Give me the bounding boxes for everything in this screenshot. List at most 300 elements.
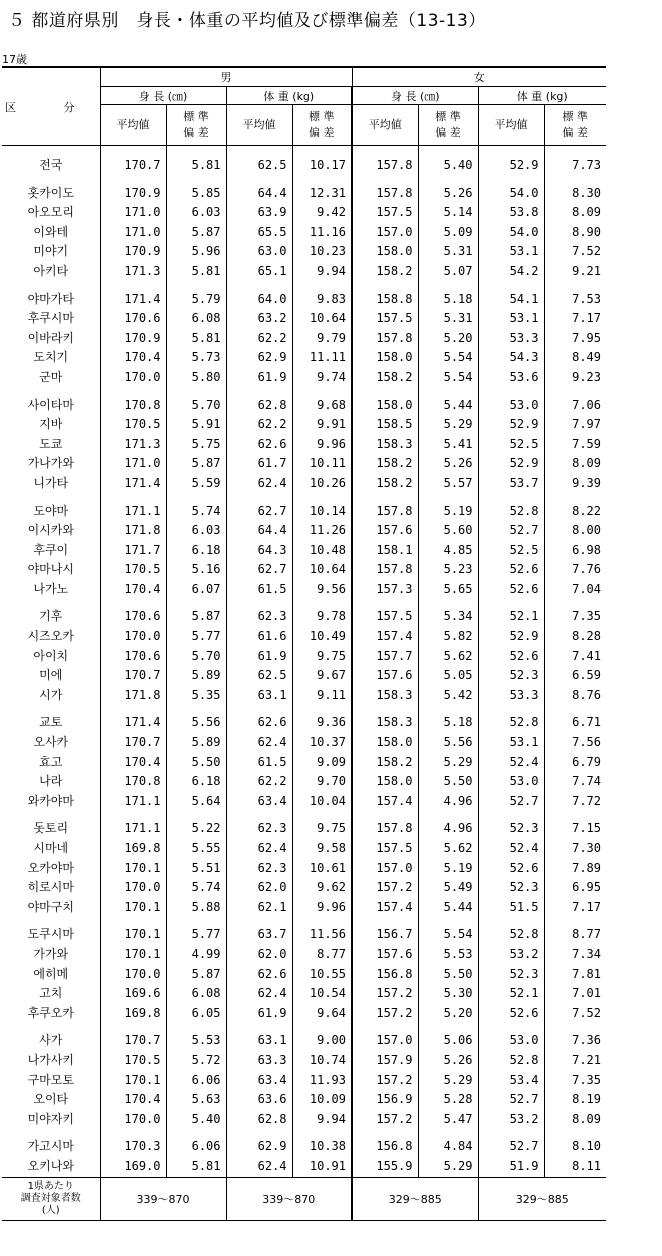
female-weight-mean-cell: 53.4 xyxy=(478,1071,544,1091)
male-height-mean-cell: 170.7 xyxy=(100,733,166,753)
male-height-std-cell: 5.89 xyxy=(166,733,226,753)
female-height-std-cell: 5.50 xyxy=(418,772,478,792)
male-height-mean-cell: 170.0 xyxy=(100,368,166,388)
female-weight-std-cell: 8.28 xyxy=(544,627,606,647)
region-name: 지바 xyxy=(39,417,63,432)
region-name: 사가 xyxy=(39,1033,63,1048)
female-weight-mean-cell: 52.1 xyxy=(478,599,544,627)
female-weight-std-cell: 6.95 xyxy=(544,878,606,898)
female-weight-std-cell: 8.11 xyxy=(544,1157,606,1177)
female-weight-mean-cell: 53.1 xyxy=(478,309,544,329)
region-header: 区 分 xyxy=(2,67,100,146)
female-height-std-cell: 4.96 xyxy=(418,792,478,812)
female-weight-mean-cell: 51.9 xyxy=(478,1157,544,1177)
female-weight-mean-cell: 52.3 xyxy=(478,965,544,985)
table-row xyxy=(2,686,606,706)
female-weight-std-cell: 8.00 xyxy=(544,521,606,541)
female-weight-std-cell: 7.76 xyxy=(544,560,606,580)
female-height-std-cell: 5.62 xyxy=(418,647,478,667)
male-weight-mean-cell: 62.2 xyxy=(226,329,292,349)
male-weight-mean-cell: 62.1 xyxy=(226,898,292,918)
region-name: 후쿠이 xyxy=(33,542,69,557)
male-height-std-cell: 6.18 xyxy=(166,541,226,561)
female-weight-std-cell: 8.76 xyxy=(544,686,606,706)
male-weight-std-cell: 9.09 xyxy=(292,753,352,773)
male-height-std-cell: 5.81 xyxy=(166,146,226,176)
table-row xyxy=(2,1110,606,1130)
table-row xyxy=(2,705,606,733)
male-weight-std-cell: 10.09 xyxy=(292,1090,352,1110)
male-height-std-cell: 5.35 xyxy=(166,686,226,706)
region-name: 이시카와 xyxy=(27,523,74,538)
female-height-std-cell: 5.40 xyxy=(418,146,478,176)
female-height-mean-cell: 158.0 xyxy=(352,772,418,792)
male-height-mean-cell: 170.4 xyxy=(100,1090,166,1110)
female-height-mean-cell: 158.3 xyxy=(352,435,418,455)
male-weight-mean-cell: 62.3 xyxy=(226,859,292,879)
female-weight-std-cell: 8.30 xyxy=(544,176,606,204)
female-height-std-cell: 5.50 xyxy=(418,965,478,985)
female-weight-std-cell: 9.21 xyxy=(544,262,606,282)
male-weight-std-cell: 9.96 xyxy=(292,435,352,455)
table-row xyxy=(2,792,606,812)
female-weight-mean-cell: 54.3 xyxy=(478,348,544,368)
female-weight-std-cell: 8.22 xyxy=(544,494,606,522)
female-height-std-cell: 5.31 xyxy=(418,242,478,262)
male-height-std-cell: 5.51 xyxy=(166,859,226,879)
female-height-std-cell: 5.31 xyxy=(418,309,478,329)
female-height-std-cell: 5.29 xyxy=(418,1071,478,1091)
male-height-std-cell: 5.81 xyxy=(166,329,226,349)
female-weight-mean-cell: 52.9 xyxy=(478,454,544,474)
male-height-mean-cell: 170.9 xyxy=(100,329,166,349)
female-height-mean-cell: 157.8 xyxy=(352,329,418,349)
table-row xyxy=(2,666,606,686)
female-height-mean-cell: 156.8 xyxy=(352,965,418,985)
male-weight-std-cell: 9.75 xyxy=(292,811,352,839)
male-weight-std-cell: 9.00 xyxy=(292,1023,352,1051)
female-height-mean-cell: 156.7 xyxy=(352,917,418,945)
male-weight-std-cell: 9.96 xyxy=(292,898,352,918)
region-name: 도야마 xyxy=(33,503,69,518)
male-weight-std-cell: 11.26 xyxy=(292,521,352,541)
region-name: 가가와 xyxy=(33,946,69,961)
male-weight-mean-cell: 63.4 xyxy=(226,792,292,812)
female-height-std-cell: 5.44 xyxy=(418,388,478,416)
female-height-mean-cell: 157.4 xyxy=(352,792,418,812)
sample-size-female-height: 329～885 xyxy=(352,1177,478,1220)
male-weight-mean-cell: 65.5 xyxy=(226,223,292,243)
female-height-std-cell: 4.96 xyxy=(418,811,478,839)
male-weight-mean-cell: 64.4 xyxy=(226,521,292,541)
male-height-mean-cell: 170.9 xyxy=(100,176,166,204)
female-height-mean-cell: 156.9 xyxy=(352,1090,418,1110)
male-weight-mean-cell: 61.5 xyxy=(226,580,292,600)
male-header: 男 xyxy=(100,67,352,87)
female-weight-std-cell: 8.49 xyxy=(544,348,606,368)
region-name: 미에 xyxy=(39,668,63,683)
female-height-std-cell: 5.56 xyxy=(418,733,478,753)
male-weight-mean-cell: 62.6 xyxy=(226,705,292,733)
female-weight-header: 体 重 (kg) xyxy=(478,87,606,105)
male-weight-std-cell: 8.77 xyxy=(292,945,352,965)
female-height-std-cell: 5.41 xyxy=(418,435,478,455)
table-row xyxy=(2,494,606,522)
male-weight-std-cell: 10.49 xyxy=(292,627,352,647)
table-row xyxy=(2,859,606,879)
table-row xyxy=(2,1090,606,1110)
female-height-std-cell: 5.29 xyxy=(418,753,478,773)
male-weight-std-cell: 10.48 xyxy=(292,541,352,561)
mean-header: 平均値 xyxy=(226,105,292,146)
male-weight-std-cell: 9.42 xyxy=(292,203,352,223)
male-height-mean-cell: 170.0 xyxy=(100,965,166,985)
female-height-mean-cell: 157.0 xyxy=(352,223,418,243)
male-weight-mean-cell: 62.3 xyxy=(226,811,292,839)
female-height-mean-cell: 158.5 xyxy=(352,415,418,435)
male-weight-mean-cell: 62.4 xyxy=(226,984,292,1004)
table-row xyxy=(2,945,606,965)
male-height-mean-cell: 170.0 xyxy=(100,627,166,647)
region-name: 기후 xyxy=(39,609,63,624)
female-height-std-cell: 4.85 xyxy=(418,541,478,561)
male-weight-mean-cell: 62.5 xyxy=(226,666,292,686)
male-weight-mean-cell: 62.7 xyxy=(226,560,292,580)
female-weight-mean-cell: 52.7 xyxy=(478,521,544,541)
table-row xyxy=(2,262,606,282)
male-height-std-cell: 5.91 xyxy=(166,415,226,435)
male-weight-std-cell: 10.64 xyxy=(292,309,352,329)
male-weight-mean-cell: 63.0 xyxy=(226,242,292,262)
female-height-mean-cell: 157.2 xyxy=(352,1071,418,1091)
female-height-mean-cell: 158.1 xyxy=(352,541,418,561)
female-height-std-cell: 5.65 xyxy=(418,580,478,600)
stats-table xyxy=(2,66,606,1221)
std-header: 標 準 偏 差 xyxy=(544,105,606,146)
male-height-std-cell: 5.75 xyxy=(166,435,226,455)
female-weight-std-cell: 6.79 xyxy=(544,753,606,773)
male-height-mean-cell: 171.8 xyxy=(100,521,166,541)
female-height-std-cell: 5.34 xyxy=(418,599,478,627)
male-weight-mean-cell: 62.0 xyxy=(226,878,292,898)
region-name: 오키나와 xyxy=(27,1158,74,1173)
male-height-mean-cell: 171.0 xyxy=(100,223,166,243)
std-header: 標 準 偏 差 xyxy=(292,105,352,146)
region-name: 이와테 xyxy=(33,224,69,239)
table-row xyxy=(2,1071,606,1091)
female-weight-std-cell: 7.52 xyxy=(544,242,606,262)
female-weight-std-cell: 7.21 xyxy=(544,1051,606,1071)
table-row xyxy=(2,878,606,898)
female-weight-mean-cell: 52.5 xyxy=(478,435,544,455)
male-height-mean-cell: 170.5 xyxy=(100,415,166,435)
male-weight-std-cell: 9.68 xyxy=(292,388,352,416)
female-weight-mean-cell: 52.8 xyxy=(478,705,544,733)
table-row xyxy=(2,647,606,667)
male-height-mean-cell: 170.6 xyxy=(100,309,166,329)
male-weight-mean-cell: 62.2 xyxy=(226,415,292,435)
male-weight-std-cell: 10.23 xyxy=(292,242,352,262)
female-weight-std-cell: 8.90 xyxy=(544,223,606,243)
sample-size-male-height: 339～870 xyxy=(100,1177,226,1220)
table-row xyxy=(2,474,606,494)
female-height-mean-cell: 157.6 xyxy=(352,666,418,686)
table-row xyxy=(2,811,606,839)
female-weight-mean-cell: 52.3 xyxy=(478,811,544,839)
male-weight-std-cell: 9.75 xyxy=(292,647,352,667)
region-name: 야마가타 xyxy=(27,291,74,306)
region-name: 에히메 xyxy=(33,966,69,981)
table-row xyxy=(2,388,606,416)
male-weight-mean-cell: 62.5 xyxy=(226,146,292,176)
table-row xyxy=(2,521,606,541)
female-weight-std-cell: 7.95 xyxy=(544,329,606,349)
female-weight-std-cell: 7.59 xyxy=(544,435,606,455)
male-weight-std-cell: 9.94 xyxy=(292,1110,352,1130)
male-height-std-cell: 5.70 xyxy=(166,647,226,667)
male-weight-std-cell: 9.36 xyxy=(292,705,352,733)
male-weight-mean-cell: 62.8 xyxy=(226,1110,292,1130)
female-weight-std-cell: 7.73 xyxy=(544,146,606,176)
female-weight-std-cell: 8.09 xyxy=(544,454,606,474)
table-row xyxy=(2,348,606,368)
male-weight-std-cell: 10.17 xyxy=(292,146,352,176)
male-weight-std-cell: 10.04 xyxy=(292,792,352,812)
female-height-std-cell: 5.60 xyxy=(418,521,478,541)
female-weight-mean-cell: 53.8 xyxy=(478,203,544,223)
female-height-mean-cell: 157.6 xyxy=(352,521,418,541)
male-height-std-cell: 6.18 xyxy=(166,772,226,792)
region-name: 야마나시 xyxy=(27,562,74,577)
region-name: 아키타 xyxy=(33,263,69,278)
female-weight-mean-cell: 52.8 xyxy=(478,1051,544,1071)
male-weight-mean-cell: 64.0 xyxy=(226,282,292,310)
female-height-header: 身 長 (㎝) xyxy=(352,87,478,105)
male-weight-std-cell: 9.91 xyxy=(292,415,352,435)
male-height-std-cell: 5.79 xyxy=(166,282,226,310)
female-height-mean-cell: 157.2 xyxy=(352,878,418,898)
region-name: 히로시마 xyxy=(27,880,74,895)
male-weight-std-cell: 11.93 xyxy=(292,1071,352,1091)
region-name: 가고시마 xyxy=(27,1139,74,1154)
male-height-mean-cell: 171.4 xyxy=(100,705,166,733)
male-height-std-cell: 5.59 xyxy=(166,474,226,494)
male-height-std-cell: 5.55 xyxy=(166,839,226,859)
female-height-std-cell: 5.14 xyxy=(418,203,478,223)
female-weight-std-cell: 6.71 xyxy=(544,705,606,733)
male-weight-std-cell: 11.16 xyxy=(292,223,352,243)
male-weight-mean-cell: 63.1 xyxy=(226,686,292,706)
female-weight-mean-cell: 52.3 xyxy=(478,666,544,686)
male-height-mean-cell: 169.8 xyxy=(100,1004,166,1024)
male-height-std-cell: 5.56 xyxy=(166,705,226,733)
male-height-mean-cell: 171.7 xyxy=(100,541,166,561)
female-height-mean-cell: 157.2 xyxy=(352,984,418,1004)
male-weight-std-cell: 11.11 xyxy=(292,348,352,368)
male-height-mean-cell: 170.5 xyxy=(100,560,166,580)
male-weight-mean-cell: 62.6 xyxy=(226,435,292,455)
table-row xyxy=(2,1004,606,1024)
female-weight-std-cell: 7.97 xyxy=(544,415,606,435)
male-height-std-cell: 5.74 xyxy=(166,878,226,898)
female-height-std-cell: 4.84 xyxy=(418,1129,478,1157)
region-name: 도쿠시마 xyxy=(27,927,74,942)
female-weight-mean-cell: 54.2 xyxy=(478,262,544,282)
region-name: 돗토리 xyxy=(33,821,69,836)
male-height-std-cell: 6.03 xyxy=(166,521,226,541)
region-name: 니가타 xyxy=(33,475,69,490)
female-height-mean-cell: 157.8 xyxy=(352,560,418,580)
male-height-mean-cell: 171.4 xyxy=(100,282,166,310)
male-weight-mean-cell: 63.1 xyxy=(226,1023,292,1051)
female-height-mean-cell: 158.8 xyxy=(352,282,418,310)
female-weight-std-cell: 7.41 xyxy=(544,647,606,667)
male-weight-header: 体 重 (kg) xyxy=(226,87,352,105)
table-row xyxy=(2,560,606,580)
female-weight-std-cell: 7.17 xyxy=(544,898,606,918)
male-height-std-cell: 5.16 xyxy=(166,560,226,580)
male-height-std-cell: 5.87 xyxy=(166,965,226,985)
male-weight-mean-cell: 61.9 xyxy=(226,1004,292,1024)
female-weight-mean-cell: 53.6 xyxy=(478,368,544,388)
female-height-mean-cell: 158.3 xyxy=(352,705,418,733)
female-height-std-cell: 5.26 xyxy=(418,1051,478,1071)
female-weight-mean-cell: 52.6 xyxy=(478,1004,544,1024)
male-weight-mean-cell: 63.3 xyxy=(226,1051,292,1071)
region-name: 사이타마 xyxy=(27,397,74,412)
region-name: 홋카이도 xyxy=(27,185,74,200)
region-name: 아오모리 xyxy=(27,205,74,220)
male-height-std-cell: 5.70 xyxy=(166,388,226,416)
male-height-std-cell: 6.06 xyxy=(166,1071,226,1091)
region-name: 도치기 xyxy=(33,350,69,365)
region-name: 도쿄 xyxy=(39,436,63,451)
female-weight-mean-cell: 53.1 xyxy=(478,242,544,262)
male-height-mean-cell: 170.4 xyxy=(100,753,166,773)
table-row xyxy=(2,599,606,627)
male-height-mean-cell: 171.8 xyxy=(100,686,166,706)
male-weight-std-cell: 9.62 xyxy=(292,878,352,898)
female-height-mean-cell: 157.5 xyxy=(352,203,418,223)
table-row xyxy=(2,839,606,859)
female-weight-mean-cell: 53.0 xyxy=(478,772,544,792)
region-name: 나가노 xyxy=(33,581,69,596)
region-name: 교토 xyxy=(39,715,63,730)
male-weight-std-cell: 10.74 xyxy=(292,1051,352,1071)
male-height-std-cell: 5.87 xyxy=(166,223,226,243)
male-height-mean-cell: 170.1 xyxy=(100,859,166,879)
female-weight-mean-cell: 52.7 xyxy=(478,792,544,812)
mean-header: 平均値 xyxy=(352,105,418,146)
table-row xyxy=(2,329,606,349)
female-weight-mean-cell: 52.3 xyxy=(478,878,544,898)
female-height-mean-cell: 158.0 xyxy=(352,348,418,368)
male-weight-std-cell: 10.54 xyxy=(292,984,352,1004)
female-weight-mean-cell: 51.5 xyxy=(478,898,544,918)
female-height-std-cell: 5.53 xyxy=(418,945,478,965)
region-name: 아이치 xyxy=(33,648,69,663)
female-height-mean-cell: 157.5 xyxy=(352,599,418,627)
female-height-mean-cell: 158.0 xyxy=(352,733,418,753)
female-height-mean-cell: 158.2 xyxy=(352,454,418,474)
female-height-mean-cell: 158.0 xyxy=(352,242,418,262)
female-height-std-cell: 5.26 xyxy=(418,454,478,474)
female-height-mean-cell: 157.8 xyxy=(352,176,418,204)
table-row xyxy=(2,541,606,561)
male-weight-std-cell: 9.78 xyxy=(292,599,352,627)
table-row xyxy=(2,580,606,600)
female-height-mean-cell: 157.6 xyxy=(352,945,418,965)
female-height-std-cell: 5.23 xyxy=(418,560,478,580)
female-height-mean-cell: 157.2 xyxy=(352,1110,418,1130)
male-weight-mean-cell: 61.9 xyxy=(226,368,292,388)
female-weight-mean-cell: 53.2 xyxy=(478,1110,544,1130)
female-height-std-cell: 5.07 xyxy=(418,262,478,282)
table-body xyxy=(2,146,606,1178)
male-weight-mean-cell: 62.4 xyxy=(226,839,292,859)
female-height-std-cell: 5.18 xyxy=(418,282,478,310)
female-weight-std-cell: 7.72 xyxy=(544,792,606,812)
male-height-mean-cell: 171.1 xyxy=(100,792,166,812)
table-row xyxy=(2,146,606,176)
table-row xyxy=(2,1023,606,1051)
table-row xyxy=(2,1157,606,1177)
female-weight-std-cell: 9.39 xyxy=(544,474,606,494)
female-weight-std-cell: 8.77 xyxy=(544,917,606,945)
table-row xyxy=(2,282,606,310)
male-height-std-cell: 5.77 xyxy=(166,627,226,647)
male-height-std-cell: 5.63 xyxy=(166,1090,226,1110)
female-weight-std-cell: 7.34 xyxy=(544,945,606,965)
male-weight-mean-cell: 63.4 xyxy=(226,1071,292,1091)
table-row xyxy=(2,1129,606,1157)
male-weight-mean-cell: 62.8 xyxy=(226,388,292,416)
female-height-std-cell: 5.49 xyxy=(418,878,478,898)
male-height-header: 身 長 (㎝) xyxy=(100,87,226,105)
female-height-mean-cell: 157.0 xyxy=(352,859,418,879)
region-name: 전국 xyxy=(39,158,63,172)
male-height-std-cell: 5.73 xyxy=(166,348,226,368)
male-weight-std-cell: 10.26 xyxy=(292,474,352,494)
female-weight-mean-cell: 52.7 xyxy=(478,1090,544,1110)
mean-header: 平均値 xyxy=(478,105,544,146)
male-height-mean-cell: 169.6 xyxy=(100,984,166,1004)
female-weight-std-cell: 7.06 xyxy=(544,388,606,416)
female-height-mean-cell: 157.8 xyxy=(352,146,418,176)
region-name: 효고 xyxy=(39,754,63,769)
male-weight-mean-cell: 62.4 xyxy=(226,1157,292,1177)
female-weight-mean-cell: 52.8 xyxy=(478,917,544,945)
female-weight-std-cell: 7.89 xyxy=(544,859,606,879)
table-row xyxy=(2,627,606,647)
female-weight-std-cell: 6.59 xyxy=(544,666,606,686)
male-height-std-cell: 5.72 xyxy=(166,1051,226,1071)
male-height-mean-cell: 170.7 xyxy=(100,1023,166,1051)
region-name: 미야자키 xyxy=(27,1111,74,1126)
female-weight-mean-cell: 53.3 xyxy=(478,329,544,349)
male-weight-mean-cell: 63.7 xyxy=(226,917,292,945)
table-row xyxy=(2,898,606,918)
male-height-std-cell: 5.74 xyxy=(166,494,226,522)
female-weight-mean-cell: 52.9 xyxy=(478,146,544,176)
female-height-std-cell: 5.05 xyxy=(418,666,478,686)
female-weight-std-cell: 8.10 xyxy=(544,1129,606,1157)
male-weight-mean-cell: 62.0 xyxy=(226,945,292,965)
female-weight-mean-cell: 52.4 xyxy=(478,839,544,859)
male-weight-mean-cell: 64.4 xyxy=(226,176,292,204)
male-weight-std-cell: 9.58 xyxy=(292,839,352,859)
table-row xyxy=(2,772,606,792)
